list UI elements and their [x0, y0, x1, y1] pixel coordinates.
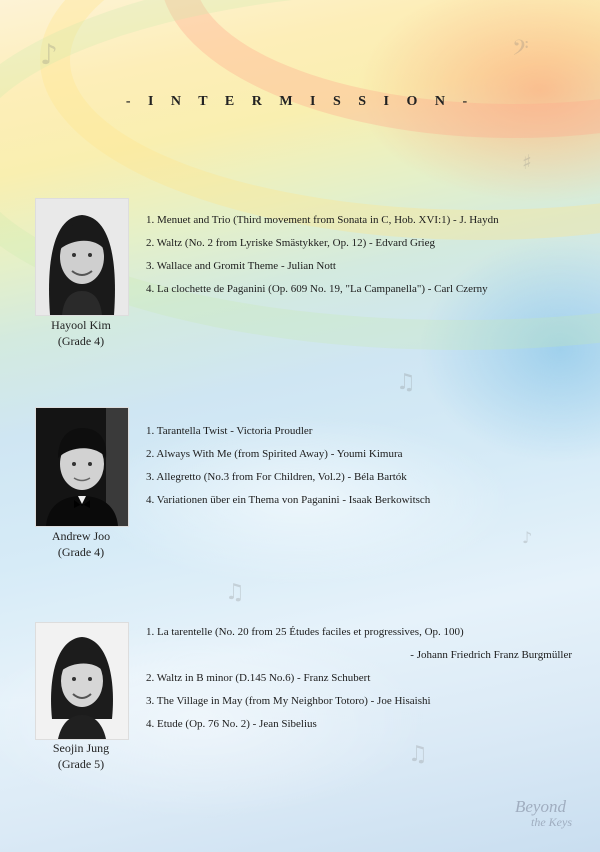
program-item: 1. Tarantella Twist - Victoria Proudler [146, 425, 313, 437]
performer-caption [30, 528, 132, 560]
performer-photo [35, 407, 129, 527]
program-item: 4. Variationen über ein Thema von Paganini - Isaak Berkowitsch [146, 494, 431, 506]
program-list [146, 621, 572, 736]
performer-name: Seojin Jung [52, 741, 110, 755]
program-item: 3. The Village in May (from My Neighbor Totoro) - Joe Hisaishi [146, 695, 431, 707]
performer-grade: (Grade 5) [57, 757, 105, 771]
program-item: 2. Waltz in B minor (D.145 No.6) - Franz Schubert [146, 672, 371, 684]
bass-clef-icon: 𝄢 [512, 36, 529, 66]
logo-line: Beyond [515, 797, 566, 816]
performer-grade: (Grade 4) [57, 545, 105, 559]
program-item: 1. Menuet and Trio (Third movement from Sonata in C, Hob. XVI:1) - J. Haydn [146, 214, 499, 226]
logo-line: the Keys [531, 815, 572, 829]
program-item: 4. La clochette de Paganini (Op. 609 No. 19, "La Campanella") - Carl Czerny [146, 283, 488, 295]
sharp-icon: ♯ [522, 150, 532, 174]
program-item: 3. Wallace and Gromit Theme - Julian Nott [146, 260, 336, 272]
performer-name: Hayool Kim [51, 318, 111, 332]
program-list [146, 209, 499, 301]
program-item: 2. Waltz (No. 2 from Lyriske Smästykker, Op. 12) - Edvard Grieg [146, 237, 435, 249]
beamed-notes-icon: ♫ [225, 580, 245, 605]
performer-photo [35, 198, 129, 316]
beamed-notes-icon: ♫ [408, 742, 428, 767]
program-item: 3. Allegretto (No.3 from For Children, Vol.2) - Béla Bartók [146, 471, 407, 483]
music-note-icon: ♪ [40, 38, 58, 71]
performer-caption [30, 740, 132, 772]
program-list [146, 420, 430, 512]
portrait-girl-icon [36, 623, 128, 739]
rainbow-band-red [160, 0, 600, 138]
beamed-notes-icon: ♫ [396, 370, 416, 395]
program-item: 4. Etude (Op. 76 No. 2) - Jean Sibelius [146, 718, 317, 730]
performer-photo [35, 622, 129, 740]
program-item: 1. La tarentelle (No. 20 from 25 Études faciles et progressives, Op. 100) [146, 626, 464, 638]
performer-grade: (Grade 4) [57, 334, 105, 348]
program-item: 2. Always With Me (from Spirited Away) - Youmi Kimura [146, 448, 403, 460]
performer-name: Andrew Joo [51, 529, 111, 543]
music-note-icon: ♪ [522, 528, 533, 547]
portrait-boy-icon [36, 408, 128, 526]
performer-caption [30, 317, 132, 349]
page-title: - I N T E R M I S S I O N - [125, 94, 475, 109]
brand-logo [509, 797, 572, 830]
portrait-girl-icon [36, 199, 128, 315]
program-item-composer: - Johann Friedrich Franz Burgmüller [410, 649, 572, 661]
